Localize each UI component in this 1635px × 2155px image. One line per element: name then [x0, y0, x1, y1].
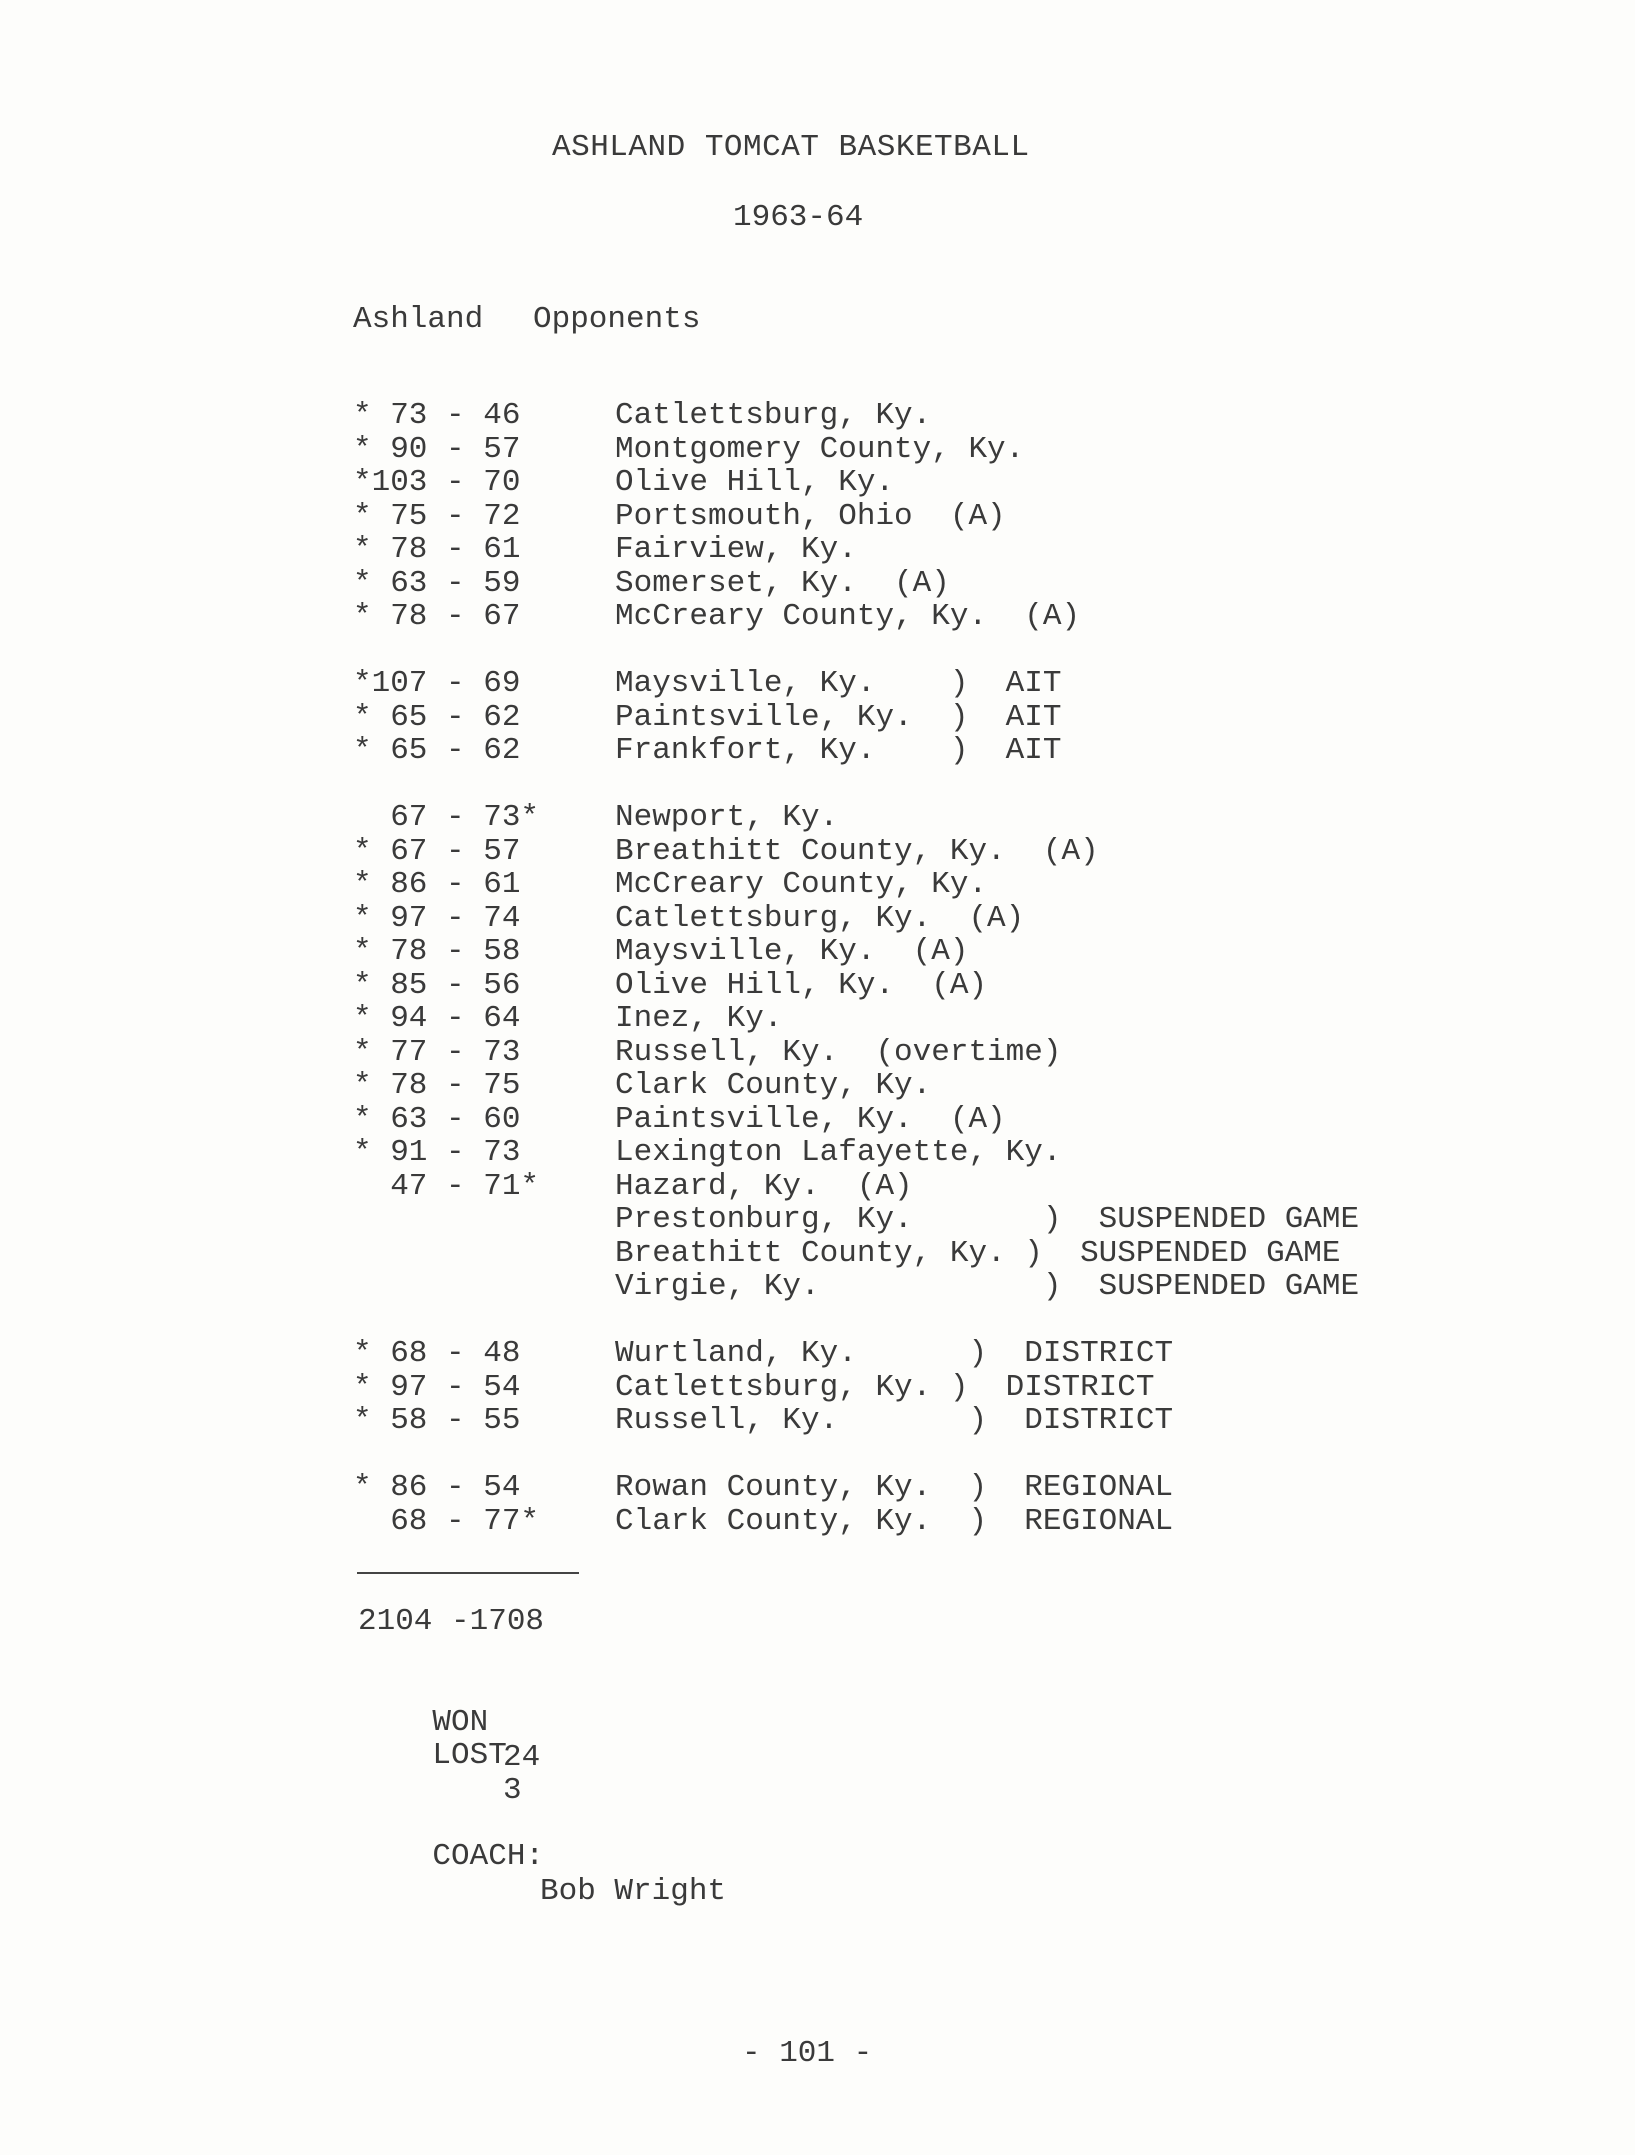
game-score: 47 - 71*	[353, 1168, 540, 1204]
game-score: * 68 - 48	[353, 1336, 521, 1371]
game-opponent: Hazard, Ky. (A)	[615, 1168, 913, 1204]
season-label: 1963-64	[733, 200, 864, 235]
game-opponent: Inez, Ky.	[615, 1001, 783, 1036]
game-score: * 85 - 56	[353, 967, 521, 1003]
game-opponent: Frankfort, Ky. ) AIT	[615, 733, 1062, 768]
game-score: * 90 - 57	[353, 431, 521, 467]
game-score: * 65 - 62	[353, 699, 521, 735]
game-opponent: Wurtland, Ky. ) DISTRICT	[615, 1336, 1174, 1371]
game-opponent: Catlettsburg, Ky. (A)	[615, 900, 1025, 936]
game-opponent: Clark County, Ky.	[615, 1068, 932, 1103]
game-opponent: Maysville, Ky. ) AIT	[615, 666, 1062, 701]
lost-label: LOST	[432, 1738, 507, 1773]
game-opponent: Catlettsburg, Ky.	[615, 398, 932, 433]
game-opponent: Montgomery County, Ky.	[615, 431, 1025, 467]
game-score: * 97 - 74	[353, 900, 521, 936]
coach-name: Bob Wright	[540, 1874, 727, 1909]
game-opponent: Breathitt County, Ky. (A)	[615, 833, 1099, 869]
column-header-ashland: Ashland	[353, 302, 484, 337]
game-opponent: Rowan County, Ky. ) REGIONAL	[615, 1470, 1174, 1505]
game-score: * 78 - 58	[353, 934, 521, 969]
game-opponent: Portsmouth, Ohio (A)	[615, 498, 1006, 534]
game-opponent: Russell, Ky. (overtime)	[615, 1034, 1062, 1070]
game-score: *103 - 70	[353, 465, 521, 500]
game-score: * 58 - 55	[353, 1403, 521, 1438]
game-score: * 94 - 64	[353, 1001, 521, 1036]
game-opponent: Lexington Lafayette, Ky.	[615, 1135, 1062, 1170]
game-opponent: Somerset, Ky. (A)	[615, 565, 950, 601]
game-score: 67 - 73*	[353, 800, 540, 835]
game-score: *107 - 69	[353, 666, 521, 701]
game-score: * 86 - 54	[353, 1470, 521, 1505]
game-score: * 78 - 75	[353, 1068, 521, 1103]
game-opponent: Russell, Ky. ) DISTRICT	[615, 1403, 1174, 1438]
game-opponent: Newport, Ky.	[615, 800, 839, 835]
game-score: * 77 - 73	[353, 1034, 521, 1070]
game-opponent: Virgie, Ky. ) SUSPENDED GAME	[615, 1269, 1360, 1304]
game-opponent: McCreary County, Ky. (A)	[615, 599, 1081, 634]
season-totals: 2104 -1708	[358, 1604, 545, 1639]
game-score: * 91 - 73	[353, 1135, 521, 1170]
totals-divider	[357, 1572, 579, 1574]
page-number: - 101 -	[742, 2036, 873, 2071]
game-opponent: Catlettsburg, Ky. ) DISTRICT	[615, 1369, 1155, 1405]
game-score: * 65 - 62	[353, 733, 521, 768]
game-opponent: Fairview, Ky.	[615, 532, 857, 567]
game-opponent: McCreary County, Ky.	[615, 867, 988, 902]
game-opponent: Breathitt County, Ky. ) SUSPENDED GAME	[615, 1235, 1341, 1271]
game-score: * 63 - 60	[353, 1101, 521, 1137]
game-score: * 78 - 67	[353, 599, 521, 634]
game-opponent: Paintsville, Ky. ) AIT	[615, 699, 1062, 735]
document-title: ASHLAND TOMCAT BASKETBALL	[552, 130, 1030, 165]
game-opponent: Olive Hill, Ky. (A)	[615, 967, 988, 1003]
game-score: 68 - 77*	[353, 1503, 540, 1539]
game-score: * 78 - 61	[353, 532, 521, 567]
game-score: * 75 - 72	[353, 498, 521, 534]
lost-value: 3	[503, 1773, 522, 1808]
game-opponent: Paintsville, Ky. (A)	[615, 1101, 1006, 1137]
won-label: WON	[432, 1705, 489, 1740]
game-opponent: Maysville, Ky. (A)	[615, 934, 969, 969]
coach-label: COACH:	[432, 1839, 545, 1874]
won-value: 24	[503, 1740, 541, 1775]
game-score: * 73 - 46	[353, 398, 521, 433]
game-score: * 86 - 61	[353, 867, 521, 902]
game-score: * 97 - 54	[353, 1369, 521, 1405]
game-opponent: Clark County, Ky. ) REGIONAL	[615, 1503, 1174, 1539]
game-score: * 63 - 59	[353, 565, 521, 601]
column-header-opponents: Opponents	[533, 302, 701, 337]
game-opponent: Olive Hill, Ky.	[615, 465, 895, 500]
game-score: * 67 - 57	[353, 833, 521, 869]
game-opponent: Prestonburg, Ky. ) SUSPENDED GAME	[615, 1202, 1360, 1237]
coach-line	[358, 1804, 727, 1944]
